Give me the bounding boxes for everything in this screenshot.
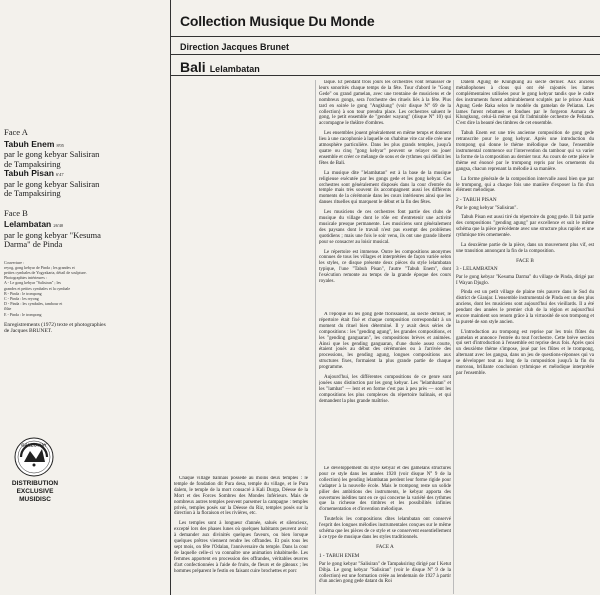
credit-line: D - Pinda : les cymbales, tambour et bbox=[4, 301, 63, 307]
credit-line: grandes et petites cymbales et la cymbale bbox=[4, 285, 71, 291]
notes-paragraph: Par le gong kebyar "Salisiran". bbox=[456, 206, 518, 212]
column-divider bbox=[315, 80, 316, 594]
notes-column-2 bbox=[319, 80, 451, 308]
credit-line: petites cymbales de Yogyakarta, détail de sculpture. bbox=[4, 269, 87, 275]
notes-paragraph: Tabuh Pisan est aussi tiré du répertoire du gong gede. Il fait partie des compositions "gending agung" par excellence et suit le même schéma que la pièce précédente avec une structure plus rapide et une rythmique très ornementée. bbox=[456, 215, 594, 238]
notes-column-1 bbox=[174, 476, 308, 594]
track3-heading: 3 - LELAMBATAN bbox=[456, 266, 498, 273]
notes-column-2b bbox=[319, 312, 451, 464]
notes-paragraph: Pinda est un petit village de plaine très pauvre dans le Sud du district de Gianjar. L'ensemble instrumental de Pinda est un des plus anciens, dont les musiciens sont aujourd'hui des vieillards. Il a été pendant des années le premier club de la région et aujourd'hui encore maintient son renom grâce à la virtuosité de son trompong et la pureté de son style ancien. bbox=[456, 290, 594, 325]
notes-paragraph: Les temples sont à longueur d'année, salués et silencieux, excepté lors des phases lunes où quelques habitants peuvent avoir à demander aux divinités quelques faveurs, ou bien lorsque quelques prêtres viennent rendre les offrandes. Et puis tous les sept mois, on fête l'Odalan, l'anniversaire du temple. Dans la cour de laquelle celle-ci va connaître une animation inhabituelle. Les femmes apportent en procession des offrandes, véritables œuvres d'art confectionnées à l'aide de fruits, de fleurs et de gâteaux ; les hommes préparent le festin en faisant cuire brochettes et porc bbox=[174, 521, 308, 574]
notes-paragraph: Aujourd'hui, les différentes compositions de ce genre sont jouées sans distinction par les gong kebyar. Les "lelambatan" et les "lambat" — lent et en forme c'est pas à peu près — sont les compositions les plus complexes du répertoire balinais, et qui demandent la plus grande maîtrise. bbox=[319, 375, 451, 404]
recording-credit-line2: de Jacques BRUNET. bbox=[4, 328, 53, 335]
notes-paragraph: Le répertoire est immense. Outre les compositions anonymes connues de tous les villages et interprétées de façon variée selon les styles, ce disque présente deux pièces du style lelambatan typique, l'une "Tabuh Pisan", l'autre "Tabuh Enem", dont l'exécution remonte au temps de la grande époque des cours royales. bbox=[319, 249, 451, 285]
credits bbox=[4, 260, 164, 317]
track-duration: 6'47 bbox=[56, 172, 64, 177]
recording-credit bbox=[4, 322, 164, 335]
track-a1 bbox=[4, 140, 164, 170]
credit-line: E - Pinda : le trompong bbox=[4, 311, 42, 317]
track-duration: 8'05 bbox=[56, 142, 65, 148]
column-divider bbox=[453, 80, 454, 594]
face-a-label: Face A bbox=[4, 127, 28, 137]
tracklist bbox=[4, 128, 164, 335]
distribution-line: DISTRIBUTION bbox=[11, 480, 59, 487]
recording-credit-line1: Enregistrements (1972) texte et photographies bbox=[4, 321, 106, 328]
track-performer: par le gong kebyar Salisiran bbox=[4, 149, 100, 159]
track-place: de Tampaksiring bbox=[4, 188, 61, 198]
track1-heading: 1 - TABUH ENEM bbox=[319, 552, 360, 559]
track-title: Tabuh Pisan bbox=[4, 168, 54, 178]
distribution-line: EXCLUSIVE bbox=[16, 488, 54, 495]
left-panel-divider bbox=[170, 0, 171, 595]
notes-paragraph: Les musiciens de ces orchestres font partie des clubs de musique du village dont le rôle est d'entretenir une activité musicale presque permanente. Les musiciens sont généralement des paysans dont le travail n'est pas exempt des problèmes quotidiens ; mais une fois le soir venu, ils ont une grande liberté pour se consacrer au loisir musical. bbox=[319, 210, 451, 245]
header-rule-top bbox=[170, 36, 600, 37]
track-performer: par le gong kebyar "Kesuma bbox=[4, 229, 101, 240]
credit-line: A - Le gong kebyar "Salisiran" ; les bbox=[4, 280, 61, 286]
notes-paragraph: A l'époque où les gong gede florissaient, au siècle dernier, le répertoire était fixé et chaque composition correspondait à un moment du rituel bien déterminé. Il y avait deux séries de compositions : les "gending agung", les grandes compositions, et les "gending ganguaran", les compositions brèves et animées. Ainsi que les gending ganguaran, d'une durée assez courte, étaient joués au début des cérémonies ou à l'arrivée des processions, les gending agung, longues compositions aux structures fixes, formaient la plus grande partie de chaque programme. bbox=[319, 312, 451, 371]
notes-paragraph: La musique dite "lelambatan" est à la base de la musique religieuse exécutée par les gongs gede et les gong kebyar. Ces orchestres sont généralement disposés dans la cour d'entrée du temple mais très souvent ils accompagnent aussi les différents moments de la cérémonie dans les cours intérieures ainsi que les danses rituelles qui marquent le début et la fin des fêtes. bbox=[319, 170, 451, 206]
notes-paragraph: La forme générale de la composition intervalle aussi bien que par le trompong, qui a chaque fois une manière d'exposer la fin d'un élément mélodique. bbox=[456, 176, 594, 194]
notes-paragraph: Dalem Agung de Klungkung au siècle dernier. Aux anciens métallophones à clous qui ont été rajoutés les lames complémentaires utilisées pour le gong kebyar tandis que le cadre des instruments furent admirablement sculptés par le prince Anak Agung Gede Raka selon le modèle du gamelan de Peliatan. Les lames furent rebattues et fondues par le forgeron Asmara de Klungkung, celui-là même qui fit l'admirable orchestre de Peliatan. C'est dire la beauté des timbres de cet ensemble. bbox=[456, 80, 594, 127]
notes-paragraph: Toutefois les compositions dites lelambatan ont conservé l'esprit des longues mélodies instrumentales conçues sur le même schéma que les pièces de ce style et se conservent essentiellement à ce type de musique dans les styles traditionnels. bbox=[319, 517, 451, 540]
track-place: de Tampaksiring bbox=[4, 158, 61, 169]
notes-column-4 bbox=[456, 80, 594, 594]
notes-paragraph: Par le gong kebyar "Salisiran" de Tampaksiring dirigé par I Ketut Dibja. Le gong kebyar "Salisiran" (voir le disque N° 9 de la collection) est une formation créée au lendemain de 1927 à partir d'un ancien gong gede datant du Roi bbox=[319, 561, 451, 585]
track-place: Darma" de Pinda bbox=[4, 239, 63, 249]
track-duration: 26'40 bbox=[53, 223, 64, 228]
track-a2 bbox=[4, 169, 164, 199]
notes-paragraph: Le développement du style kebyar et des gamelans structurés pour ce style dans les années 1920 (voir disque N° 9 de la collection) les gending lelambatan perdent leur forme rigide pour s'adapter à la nouvelle école. Mais le trompong reste un solide pilier des ambitions des instruments, le kebyar apporta des ouvertures inédites tant en ce qui concerne la variété des rythmes que la richesse des timbres et les possibilités infinies d'ornementation et d'invention mélodique. bbox=[319, 466, 451, 513]
notes-paragraph: Tabuh Enem est une très ancienne composition de gong gede retranscrite pour le gong kebyar. Après une introduction du trompong qui donne le thème mélodique de base, l'ensemble instrumental commence sur l'intervention du tambour qui va varier la forme de la composition au dernier tour. Au cours de cette pièce le thème est énoncé par le trompong repris par les ornements du gangsa, chacun reprenant la mélodie à sa manière. bbox=[456, 131, 594, 172]
distribution-line: MUSIDISC bbox=[19, 496, 51, 503]
credit-line: reyog, gong kebyar de Pinda ; les grandes et bbox=[4, 264, 75, 270]
galloway-logo bbox=[14, 437, 54, 477]
face-b-heading: FACE B bbox=[516, 257, 534, 264]
album-title bbox=[180, 59, 260, 77]
credit-line: Photographies intérieures : bbox=[4, 275, 47, 281]
credit-line: flûte bbox=[4, 306, 12, 312]
series-title: Collection Musique Du Monde bbox=[180, 13, 375, 29]
track-title: Tabuh Enem bbox=[4, 138, 55, 149]
notes-paragraph: Par le gong kebyar "Kesuma Darma" du village de Pinda, dirigé par I Wayan Djuglo. bbox=[456, 275, 594, 287]
notes-paragraph: L'introduction au trompong est reprise par les trois flûtes du gamelan et annonce l'entrée du tout l'orchestre. Cette brève section qui sert d'introduction à l'ensemble est reprise deux fois. Après quoi un deuxième thème s'impose, joué par les flûtes et le trompong, alternant avec les gangsa, dans un jeu de questions-réponses qui va se développer tout au long de la composition jusqu'à la fin du morceau, brillante conclusion rythmique et mélodique interprétée par l'ensemble. bbox=[456, 329, 594, 376]
track-b1 bbox=[4, 220, 164, 250]
track-title: Lelambatan bbox=[4, 219, 52, 229]
notes-paragraph: Chaque village balinais possède au moins deux temples : le temple de fondation dit Pura desa, temple du village, et le Pura dalem, le temple de la mort consacré à Kali Durga, Déesse de la Mort et des Forces Sombres des Mondes Inférieurs. Mais de nombreux autres temples peuvent parsemer la campagne : temples privés, temples posés sur la Déesse du Riz, temples posés sur la direction à la floraison et les rivières, etc. bbox=[174, 476, 308, 517]
cover-label: Couverture : bbox=[4, 259, 25, 265]
notes-paragraph: Les ensembles jouent généralement en même temps et donnent lieu à une cacophonie à laquelle on s'habitue vite car elle crée une atmosphère particulière. Dans les plus grands temples, jusqu'à quatre ou cinq "gong kebyar" peuvent se relayer ou jouer ensemble et créer ce mélange de sons et de rythmes qui définit les fêtes de Bali. bbox=[319, 131, 451, 166]
track2-heading: 2 - TABUH PISAN bbox=[456, 197, 497, 204]
notes-column-3 bbox=[319, 466, 451, 594]
notes-paragraph: La deuxième partie de la pièce, dans un mouvement plus vif, est une transition annonçant la fin de la composition. bbox=[456, 242, 594, 254]
album-subtitle: Lelambatan bbox=[209, 64, 260, 74]
face-a-heading: FACE A bbox=[376, 543, 394, 550]
series-direction: Direction Jacques Brunet bbox=[180, 42, 290, 52]
notes-paragraph: laqué. Et pendant trois jours les orchestres vont rehausser de leurs sonorités chaque temps de la fête. Tour d'abord le "Gong Gede" ou grand gamelan, avec une trentaine de musiciens et de nombreux gongs, sera l'orchestre des rituels liés à la fête. Plus tard en soirée le gong "Angklung" (voir disque N° 69 de la collection) à son tour prendra place. Les orchestres saluent le gong, le petit ensemble de "gender wayang" (disque N° 10) qui accompagne le théâtre d'ombres. bbox=[319, 80, 451, 127]
distribution-notice bbox=[6, 480, 64, 504]
galloway-logo-icon bbox=[14, 437, 54, 477]
face-b-label: Face B bbox=[4, 207, 28, 218]
logo-brand-text: GALLOWAY bbox=[21, 442, 47, 448]
credit-line: B - Pinda : le trompong bbox=[4, 290, 42, 296]
album-name: Bali bbox=[180, 59, 206, 75]
header-rule-middle bbox=[170, 54, 600, 55]
track-performer: par le gong kebyar Salisiran bbox=[4, 178, 100, 189]
credit-line: C - Pinda : les reyong bbox=[4, 295, 39, 301]
